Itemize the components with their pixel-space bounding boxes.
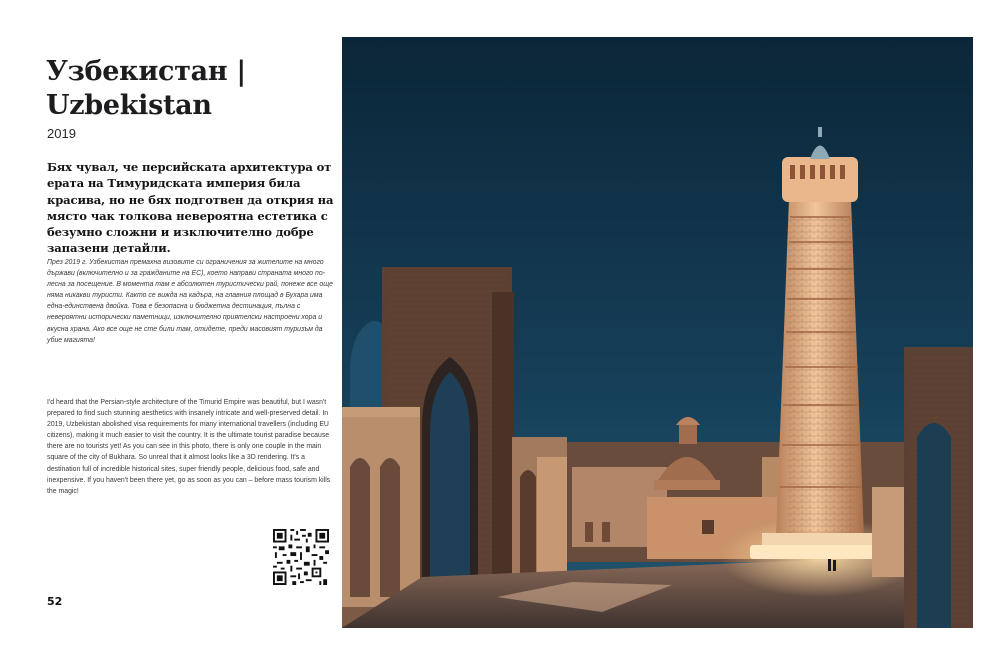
body-text-english: I'd heard that the Persian-style architecture of the Timurid Empire was beautiful, but I wasn't prepared to find such stunning aesthetics with insanely intricate and well-preserved detail. In 2019, Uzbekistan abolished visa requirements for many international travellers (including EU citizens), making it much easier to visit the country. It is the ultimate tourist paradise because there are no tourists yet! As you can see in this photo, there is only one couple in the main square of the city of Bukhara. So unreal that it almost looks like a 3D rendering. It's a destination full of incredible historical sites, super friendly people, delicious food, safe and inexpensive. If you haven't been there yet, go as soon as you can – before mass tourism kills the magic! (47, 399, 331, 495)
page-number: 52 (47, 595, 63, 608)
bukhara-photo (342, 37, 973, 628)
page-title (46, 55, 342, 123)
year-label: 2019 (47, 126, 76, 141)
text-page (25, 37, 342, 628)
kalyan-minaret-illustration (342, 37, 973, 628)
magazine-spread (25, 37, 973, 628)
title-text: Узбекистан | Uzbekistan (46, 56, 246, 121)
qr-code-icon[interactable] (273, 529, 329, 585)
body-text-bulgarian: През 2019 г. Узбекистан премахна визовите си ограничения за жителите на много държави (включително и за гражданите на ЕС), което направи страната много по-лесна за посещение. В момента там е абсолютен туристически рай, понеже все още няма никакви туристи. Както се вижда на кадъра, на главния площад в Бухара има една-единствена двойка. Това е безопасна и бюджетна дестинация, пълна с невероятни исторически паметници, изключително приятелски настроени хора и вкусна храна. Ако все още не сте били там, отидете, преди масовият туризъм да убие магията! (47, 259, 333, 344)
lead-paragraph: Бях чувал, че персийската архитектура от ерата на Тимуридската империя била красива, но не бях подготвен да открия на място чак толкова невероятна естетика с безумно сложни и изключително добре запазени детайли. (47, 160, 334, 256)
